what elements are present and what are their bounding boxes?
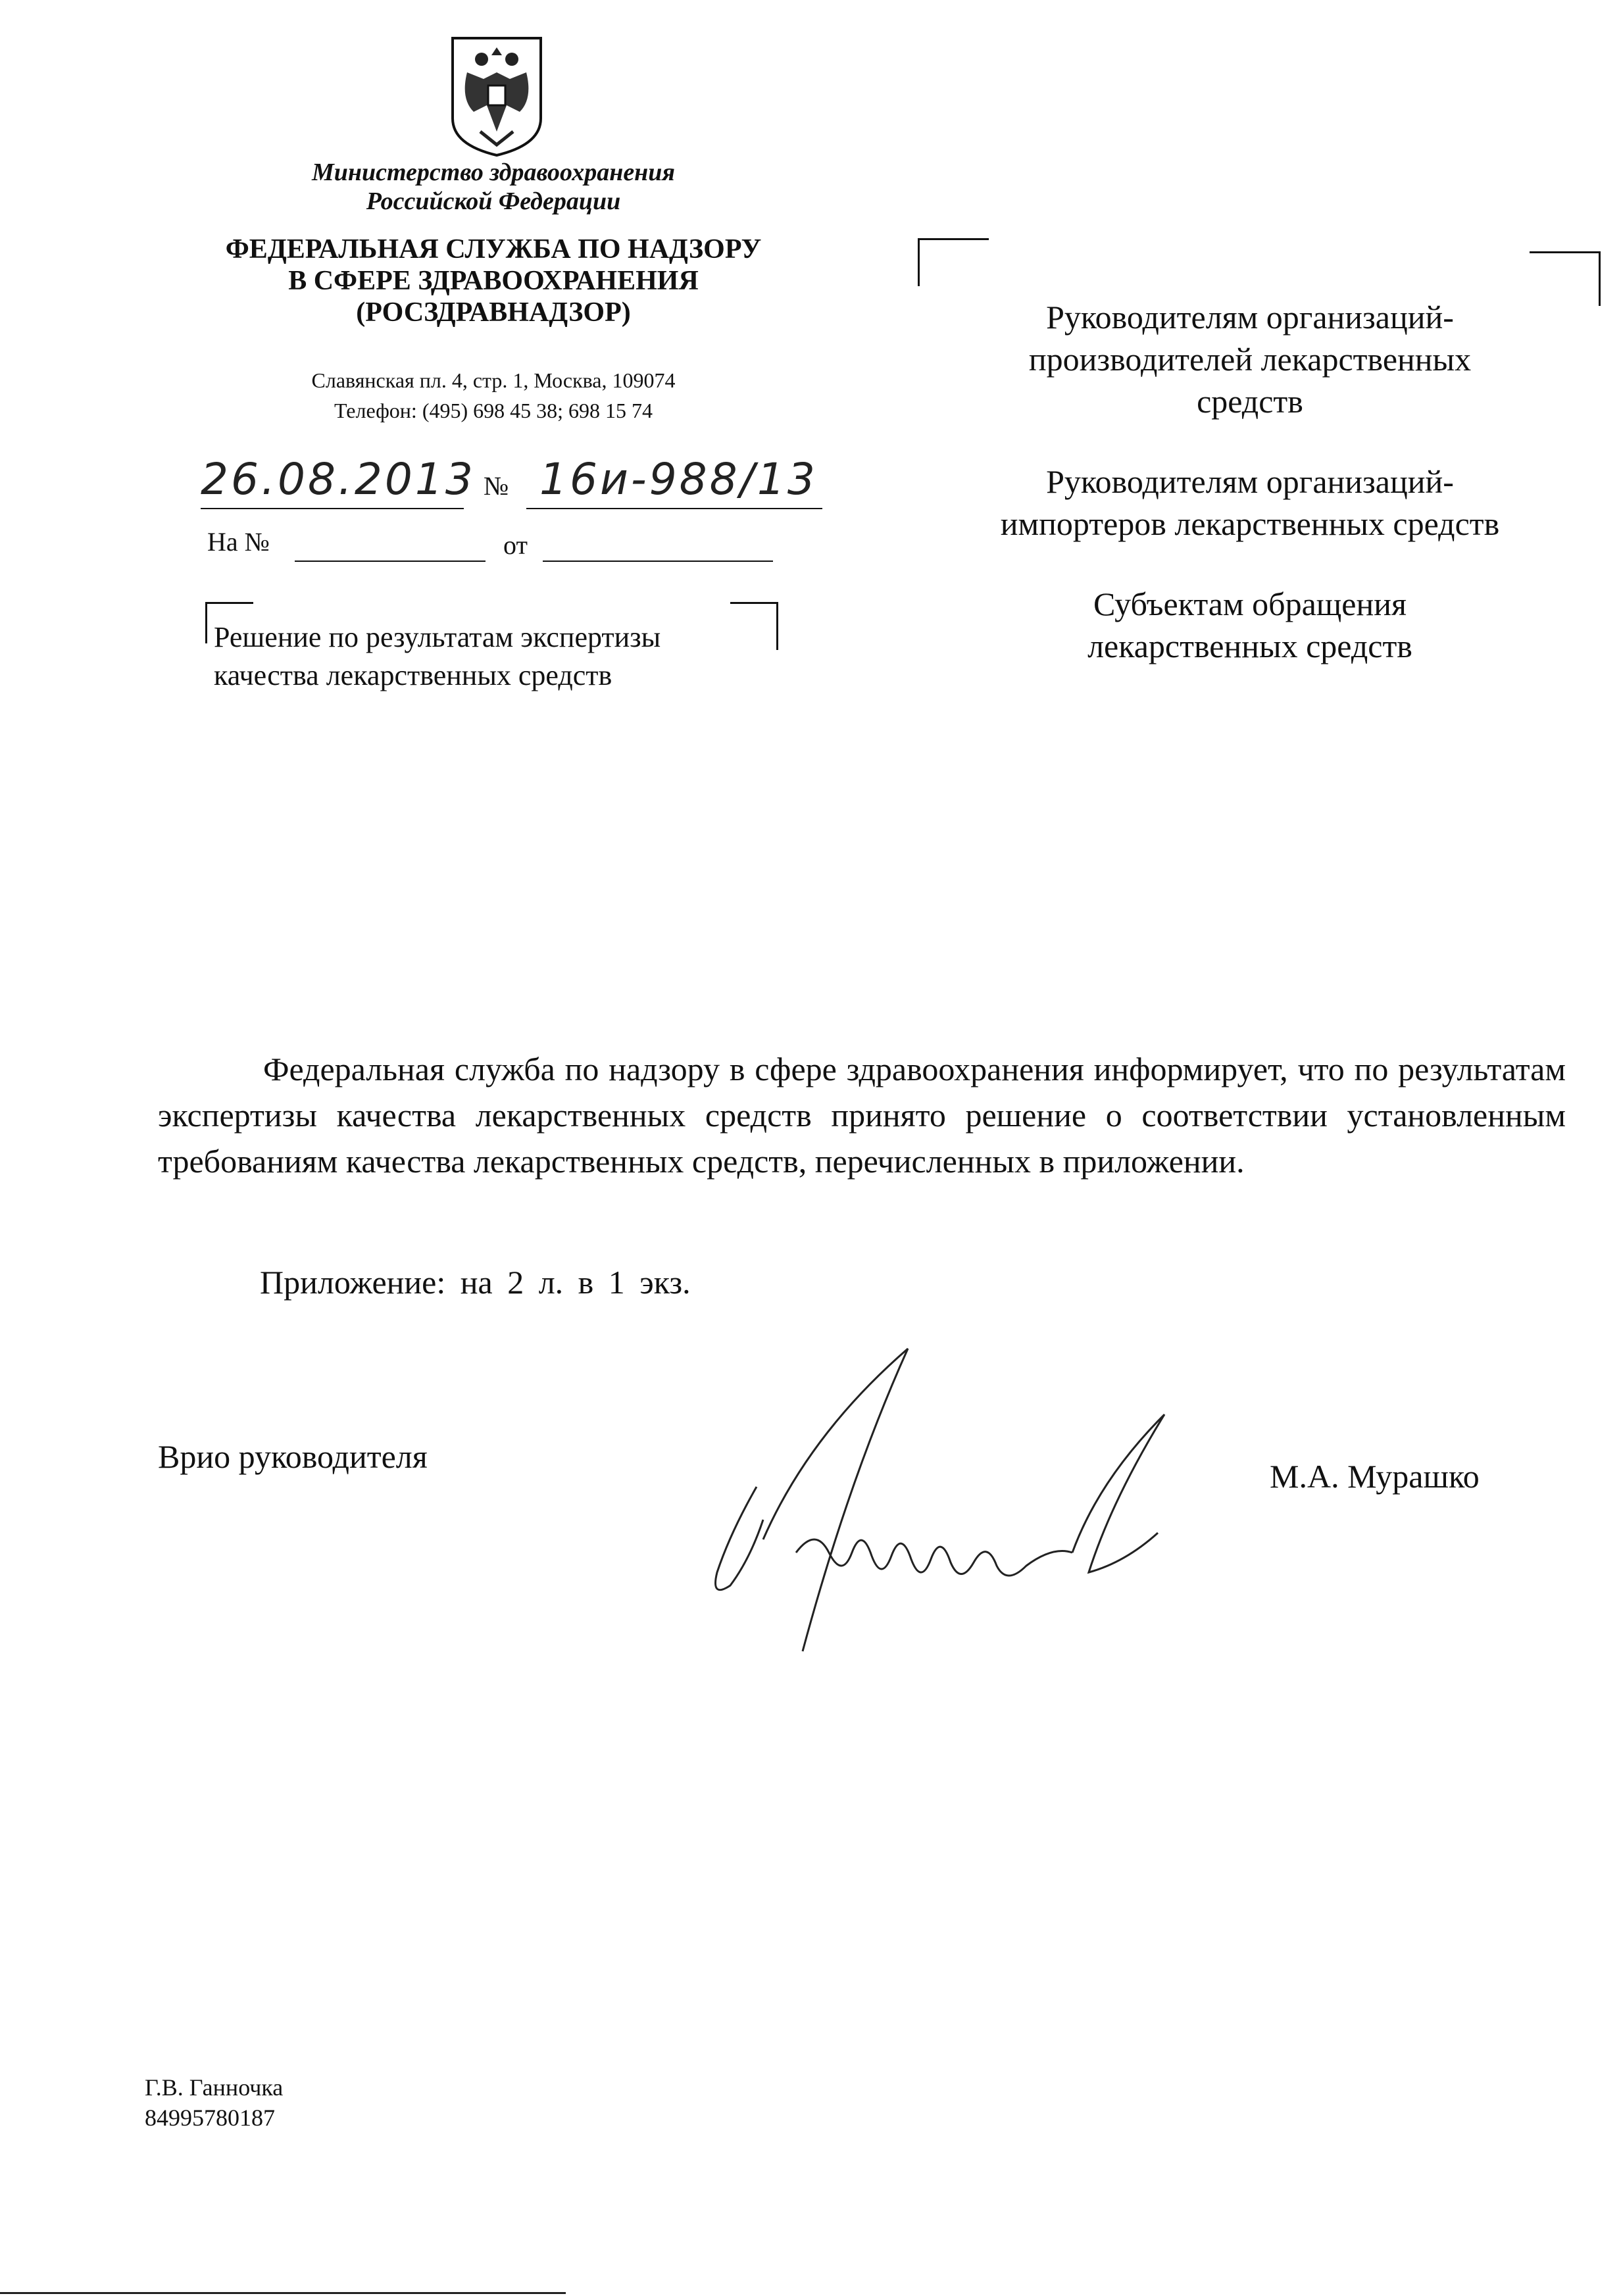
- recipient-line: Руководителям организаций-: [1046, 299, 1454, 336]
- subject: [214, 618, 773, 695]
- service-line: (РОСЗДРАВНАДЗОР): [356, 297, 631, 328]
- phone: Телефон: (495) 698 45 38; 698 15 74: [334, 399, 653, 422]
- recipient-line: Субъектам обращения: [1093, 586, 1407, 622]
- body-paragraph: Федеральная служба по надзору в сфере здравоохранения информирует, что по результатам экспертизы качества лекарственных средств принято решение о соответствии установленным требованиям качества лекарственных средств, перечисленных в приложении.: [158, 1051, 1566, 1180]
- recipient-line: средств: [1197, 383, 1303, 420]
- recipients: [908, 296, 1592, 705]
- coat-of-arms-icon: [441, 33, 553, 158]
- recipient-block: [908, 461, 1592, 545]
- recipient-line: Руководителям организаций-: [1046, 463, 1454, 500]
- executor-name: Г.В. Ганночка: [145, 2074, 284, 2101]
- recipient-block: [908, 296, 1592, 422]
- ministry-line: Министерство здравоохранения: [311, 159, 675, 186]
- recipient-bracket-left: [918, 238, 989, 286]
- reg-number: 16и-988/13: [539, 454, 818, 505]
- ref-from-field: [543, 526, 773, 562]
- subject-line: качества лекарственных средств: [214, 659, 612, 691]
- signatory-name: М.А. Мурашко: [1270, 1458, 1480, 1495]
- recipient-block: [908, 583, 1592, 667]
- recipient-line: лекарственных средств: [1087, 628, 1412, 664]
- reg-number-label: №: [484, 471, 509, 501]
- ref-number-field: [295, 526, 486, 562]
- handwritten-signature: [704, 1335, 1178, 1678]
- address-block: [197, 365, 789, 426]
- attachment-note: Приложение: на 2 л. в 1 экз.: [260, 1264, 691, 1301]
- body-text: [158, 1046, 1566, 1184]
- service-line: ФЕДЕРАЛЬНАЯ СЛУЖБА ПО НАДЗОРУ: [225, 234, 762, 264]
- executor: [145, 2072, 283, 2133]
- ref-from-label: от: [503, 530, 528, 560]
- page-edge-line: [0, 2292, 566, 2294]
- signatory-position: Врио руководителя: [158, 1438, 428, 1475]
- reg-date-field: [201, 454, 476, 509]
- service-name: [164, 234, 822, 328]
- ministry-line: Российской Федерации: [366, 187, 621, 215]
- recipient-line: производителей лекарственных: [1028, 341, 1472, 378]
- service-line: В СФЕРЕ ЗДРАВООХРАНЕНИЯ: [288, 266, 699, 296]
- ministry-name: [230, 158, 757, 216]
- address: Славянская пл. 4, стр. 1, Москва, 109074: [311, 368, 676, 392]
- reg-date: 26.08.2013: [201, 454, 476, 505]
- executor-phone: 84995780187: [145, 2105, 275, 2131]
- reg-number-field: [526, 454, 822, 509]
- recipient-line: импортеров лекарственных средств: [1000, 505, 1500, 542]
- subject-line: Решение по результатам экспертизы: [214, 621, 661, 653]
- ref-number-label: На №: [207, 527, 270, 557]
